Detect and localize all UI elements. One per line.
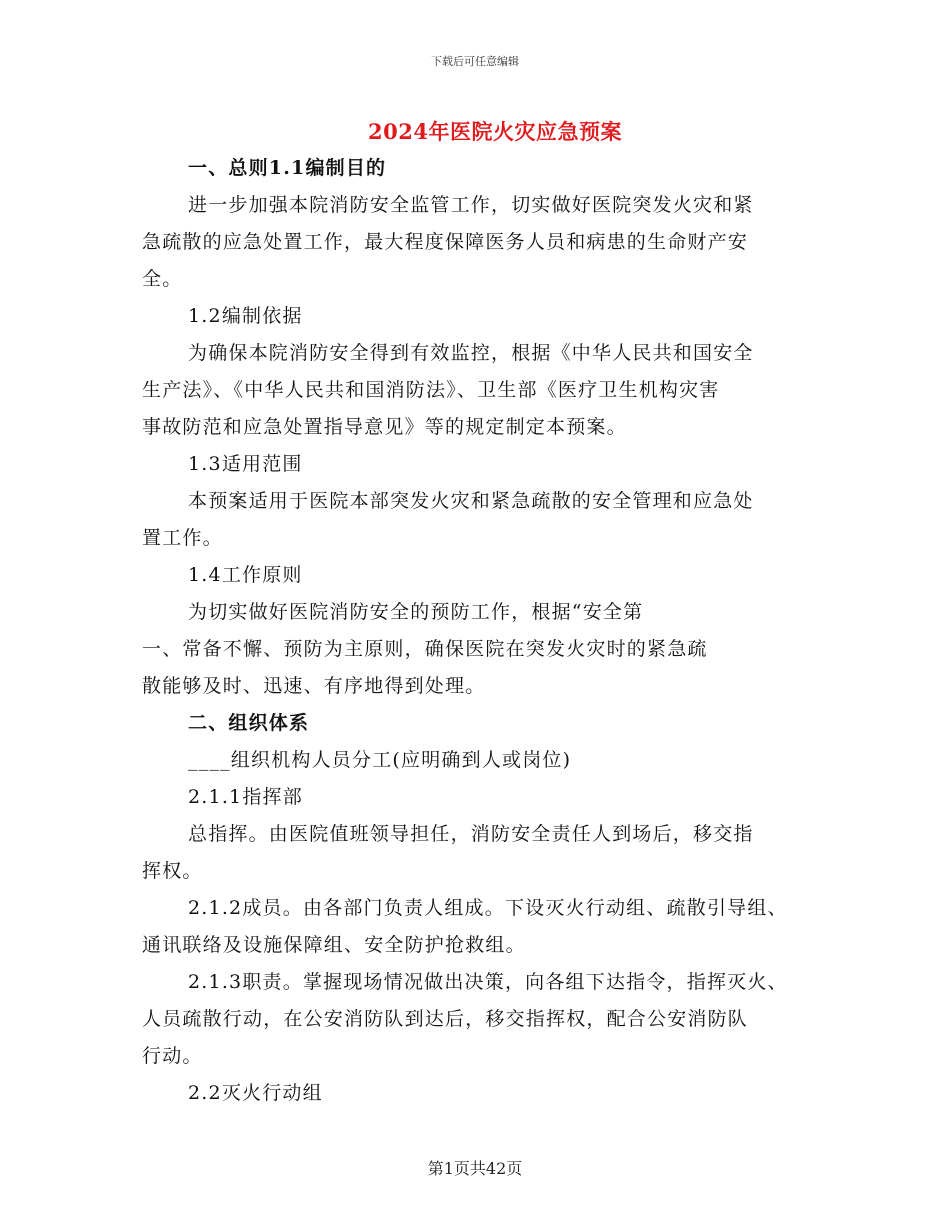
subsection-heading: 1.3适用范围 bbox=[188, 453, 303, 475]
subsection-heading: 2.1.1指挥部 bbox=[188, 786, 303, 808]
document-title: 2024年医院火灾应急预案 bbox=[368, 119, 622, 144]
paragraph-line: 通讯联络及设施保障组、安全防护抢救组。 bbox=[142, 934, 526, 956]
page-header: 下载后可任意编辑 bbox=[431, 55, 519, 68]
subsection-heading: 1.2编制依据 bbox=[188, 305, 303, 327]
paragraph-line: 行动。 bbox=[142, 1045, 203, 1067]
paragraph-line: 急疏散的应急处置工作，最大程度保障医务人员和病患的生命财产安 bbox=[142, 231, 749, 253]
paragraph-line: ____组织机构人员分工(应明确到人或岗位) bbox=[188, 749, 572, 771]
paragraph-line: 进一步加强本院消防安全监管工作，切实做好医院突发火灾和紧 bbox=[188, 194, 754, 216]
section-heading: 二、组织体系 bbox=[188, 712, 310, 734]
document-body bbox=[142, 150, 822, 1112]
paragraph-line: 2.1.3职责。掌握现场情况做出决策，向各组下达指令，指挥灭火、 bbox=[188, 971, 788, 993]
paragraph-line: 为切实做好医院消防安全的预防工作，根据“安全第 bbox=[188, 601, 644, 623]
paragraph-line: 人员疏散行动，在公安消防队到达后，移交指挥权，配合公安消防队 bbox=[142, 1008, 749, 1030]
paragraph-line: 生产法》、《中华人民共和国消防法》、卫生部《医疗卫生机构灾害 bbox=[142, 379, 720, 401]
paragraph-line: 散能够及时、迅速、有序地得到处理。 bbox=[142, 675, 486, 697]
paragraph-line: 总指挥。由医院值班领导担任，消防安全责任人到场后，移交指 bbox=[188, 823, 754, 845]
paragraph-line: 为确保本院消防安全得到有效监控，根据《中华人民共和国安全 bbox=[188, 342, 754, 364]
paragraph-line: 事故防范和应急处置指导意见》等的规定制定本预案。 bbox=[142, 416, 627, 438]
page-footer: 第1页共42页 bbox=[427, 1159, 523, 1178]
paragraph-line: 2.1.2成员。由各部门负责人组成。下设灭火行动组、疏散引导组、 bbox=[188, 897, 788, 919]
paragraph-line: 置工作。 bbox=[142, 527, 223, 549]
paragraph-line: 挥权。 bbox=[142, 860, 203, 882]
paragraph-line: 本预案适用于医院本部突发火灾和紧急疏散的安全管理和应急处 bbox=[188, 490, 754, 512]
paragraph-line: 全。 bbox=[142, 268, 183, 290]
subsection-heading: 1.4工作原则 bbox=[188, 564, 303, 586]
subsection-heading: 2.2灭火行动组 bbox=[188, 1082, 323, 1104]
paragraph-line: 一、常备不懈、预防为主原则，确保医院在突发火灾时的紧急疏 bbox=[142, 638, 708, 660]
section-heading: 一、总则1.1编制目的 bbox=[188, 157, 387, 179]
